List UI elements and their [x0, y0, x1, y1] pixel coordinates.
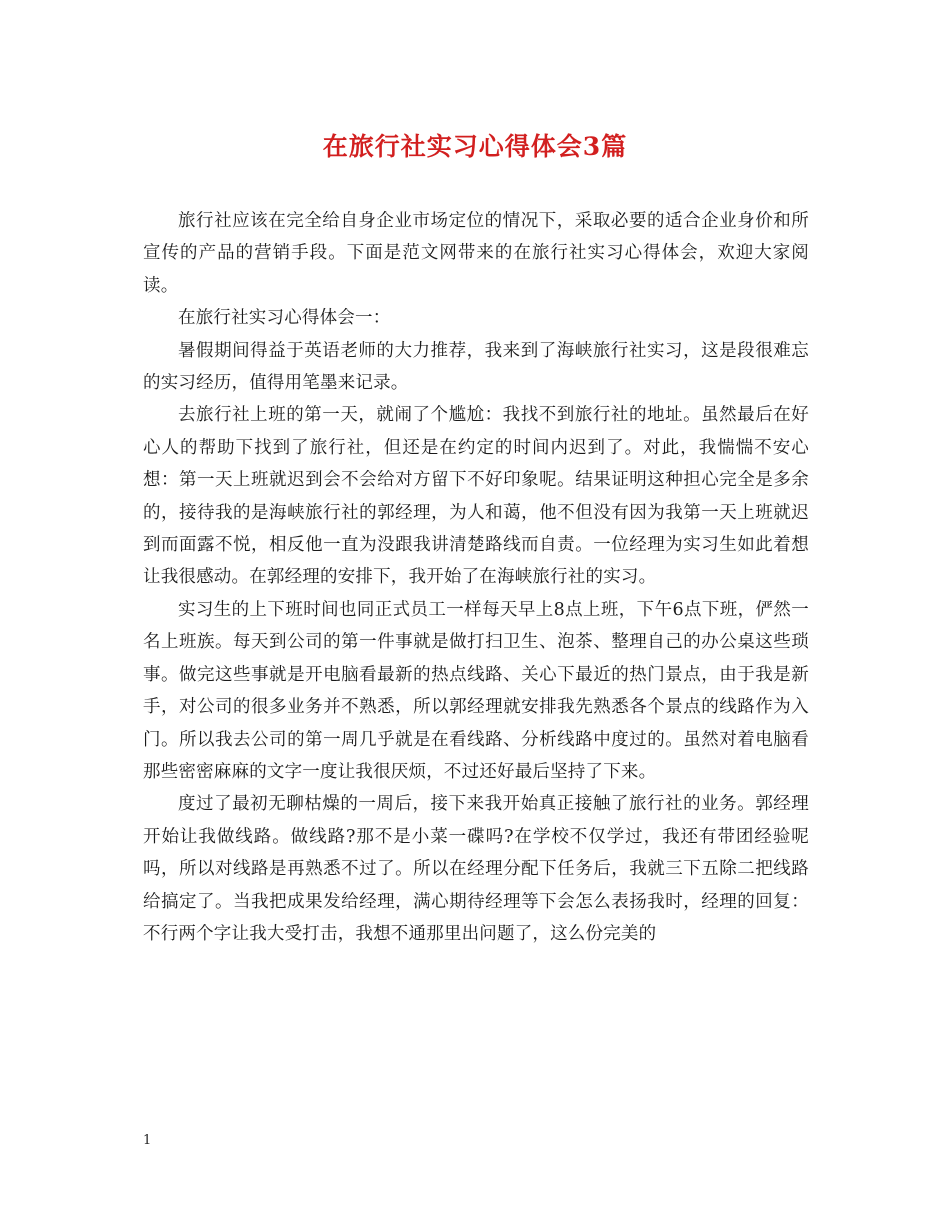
document-title: 在旅行社实习心得体会3篇 — [322, 132, 628, 161]
paragraph: 暑假期间得益于英语老师的大力推荐，我来到了海峡旅行社实习，这是段很难忘的实习经历，值得用笔墨来记录。 — [143, 340, 809, 394]
paragraph: 度过了最初无聊枯燥的一周后，接下来我开始真正接触了旅行社的业务。郭经理开始让我做线路。做线路?那不是小菜一碟吗?在学校不仅学过，我还有带团经验呢吗，所以对线路是再熟悉不过了。所以在经理分配下任务后，我就三下五除二把线路给搞定了。当我把成果发给经理，满心期待经理等下会怎么表扬我时，经理的回复：不行两个字让我大受打击，我想不通那里出问题了，这么份完美的 — [143, 794, 809, 944]
paragraph: 去旅行社上班的第一天，就闹了个尴尬：我找不到旅行社的地址。虽然最后在好心人的帮助下找到了旅行社，但还是在约定的时间内迟到了。对此，我惴惴不安心想：第一天上班就迟到会不会给对方留下不好印象呢。结果证明这种担心完全是多余的，接待我的是海峡旅行社的郭经理，为人和蔼，他不但没有因为我第一天上班就迟到而面露不悦，相反他一直为没跟我讲清楚路线而自责。一位经理为实习生如此着想让我很感动。在郭经理的安排下，我开始了在海峡旅行社的实习。 — [143, 405, 809, 588]
paragraph: 实习生的上下班时间也同正式员工一样每天早上8点上班，下午6点下班，俨然一名上班族。每天到公司的第一件事就是做打扫卫生、泡茶、整理自己的办公桌这些琐事。做完这些事就是开电脑看最新的热点线路、关心下最近的热门景点，由于我是新手，对公司的很多业务并不熟悉，所以郭经理就安排我先熟悉各个景点的线路作为入门。所以我去公司的第一周几乎就是在看线路、分析线路中度过的。虽然对着电脑看那些密密麻麻的文字一度让我很厌烦，不过还好最后坚持了下来。 — [143, 599, 809, 782]
paragraph-heading-one: 在旅行社实习心得体会一： — [178, 308, 391, 329]
page-number: 1 — [143, 1133, 152, 1148]
document-body — [143, 205, 809, 950]
paragraph-intro: 旅行社应该在完全给自身企业市场定位的情况下，采取必要的适合企业身价和所宣传的产品的营销手段。下面是范文网带来的在旅行社实习心得体会，欢迎大家阅读。 — [143, 211, 809, 296]
